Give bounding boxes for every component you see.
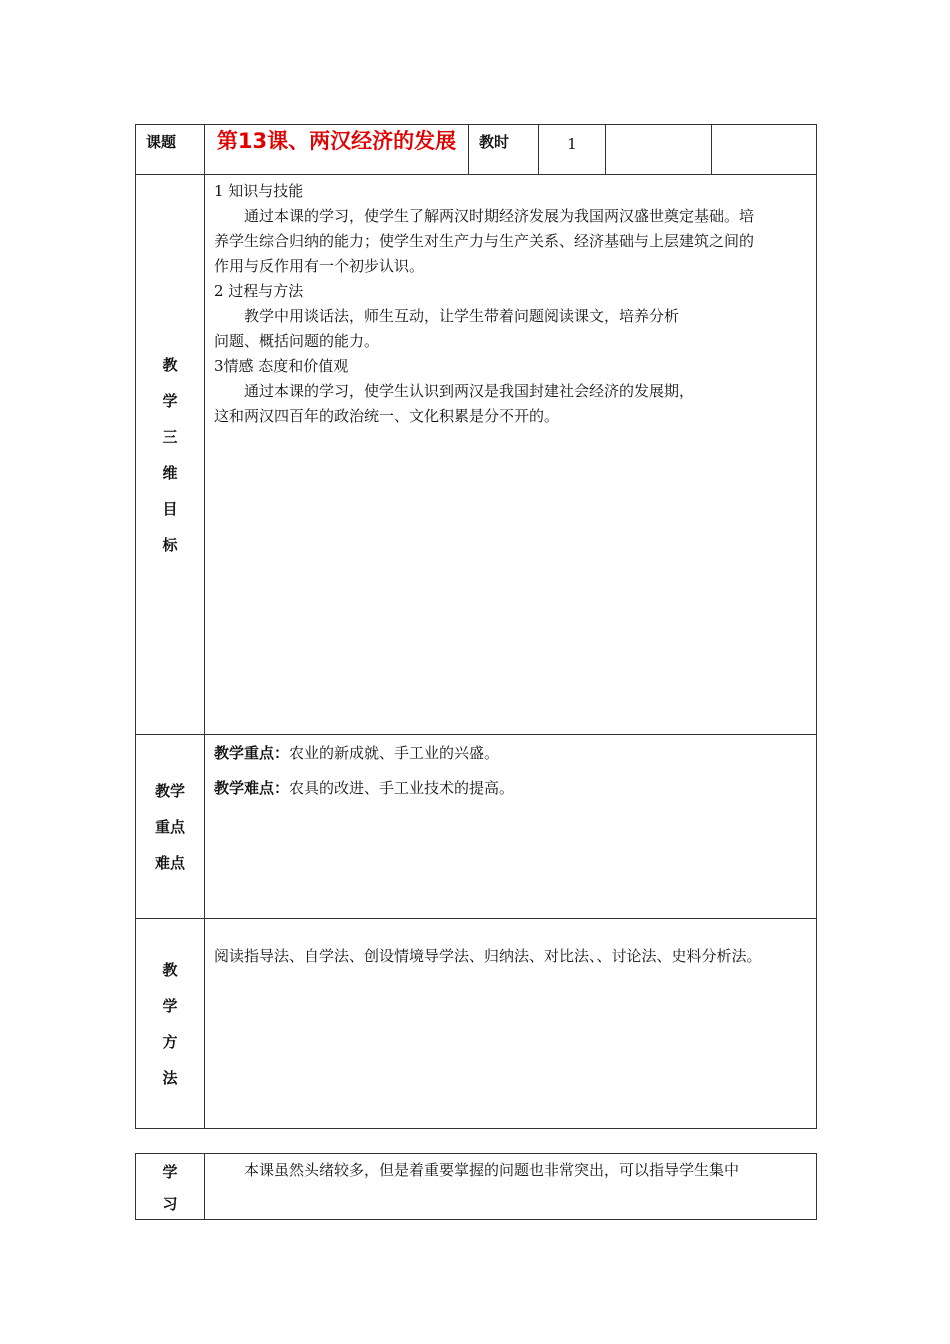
header-row (136, 125, 817, 175)
objective-text: 问题、概括问题的能力。 (214, 332, 380, 350)
focus-text: 农业的新成就、手工业的兴盛。 (289, 744, 500, 762)
objectives-row (136, 175, 817, 735)
learning-content: 本课虽然头绪较多，但是着重要掌握的问题也非常突出，可以指导学生集中 (205, 1154, 817, 1220)
objective-text: 教学中用谈话法，师生互动，让学生带着问题阅读课文，培养分析 (244, 307, 680, 325)
learning-label: 学 习 (136, 1154, 205, 1220)
methods-label: 教 学 方 法 (136, 919, 205, 1129)
methods-row (136, 919, 817, 1129)
objective-text: 这和两汉四百年的政治统一、文化积累是分不开的。 (214, 407, 560, 425)
key-points-label: 教学 重点 难点 (136, 735, 205, 919)
lesson-plan-table (135, 124, 817, 1129)
focus-label: 教学重点： (214, 744, 290, 762)
empty-cell (712, 125, 817, 175)
key-points-row (136, 735, 817, 919)
objective-heading: 1 知识与技能 (214, 182, 304, 200)
objective-text: 养学生综合归纳的能力；使学生对生产力与生产关系、经济基础与上层建筑之间的 (214, 232, 755, 250)
period-label: 教时 (469, 125, 539, 175)
objective-heading: 3情感 态度和价值观 (214, 357, 349, 375)
difficulty-text: 农具的改进、手工业技术的提高。 (289, 779, 515, 797)
learning-row (136, 1154, 817, 1220)
period-value: 1 (539, 125, 606, 175)
objectives-label: 教 学 三 维 目 标 (136, 175, 205, 735)
difficulty-label: 教学难点： (214, 779, 290, 797)
learning-table (135, 1153, 817, 1220)
focus-line (214, 741, 810, 766)
lesson-title: 第13课、两汉经济的发展 (205, 125, 469, 175)
methods-content: 阅读指导法、自学法、创设情境导学法、归纳法、对比法、、讨论法、史料分析法。 (205, 919, 817, 1129)
objectives-content (205, 175, 817, 735)
objective-text: 作用与反作用有一个初步认识。 (214, 257, 425, 275)
empty-cell (606, 125, 712, 175)
difficulty-line (214, 776, 810, 801)
objective-text: 通过本课的学习，使学生认识到两汉是我国封建社会经济的发展期， (244, 382, 695, 400)
objective-heading: 2 过程与方法 (214, 282, 304, 300)
objective-text: 通过本课的学习，使学生了解两汉时期经济发展为我国两汉盛世奠定基础。培 (244, 207, 755, 225)
key-points-content (205, 735, 817, 919)
topic-label: 课题 (136, 125, 205, 175)
